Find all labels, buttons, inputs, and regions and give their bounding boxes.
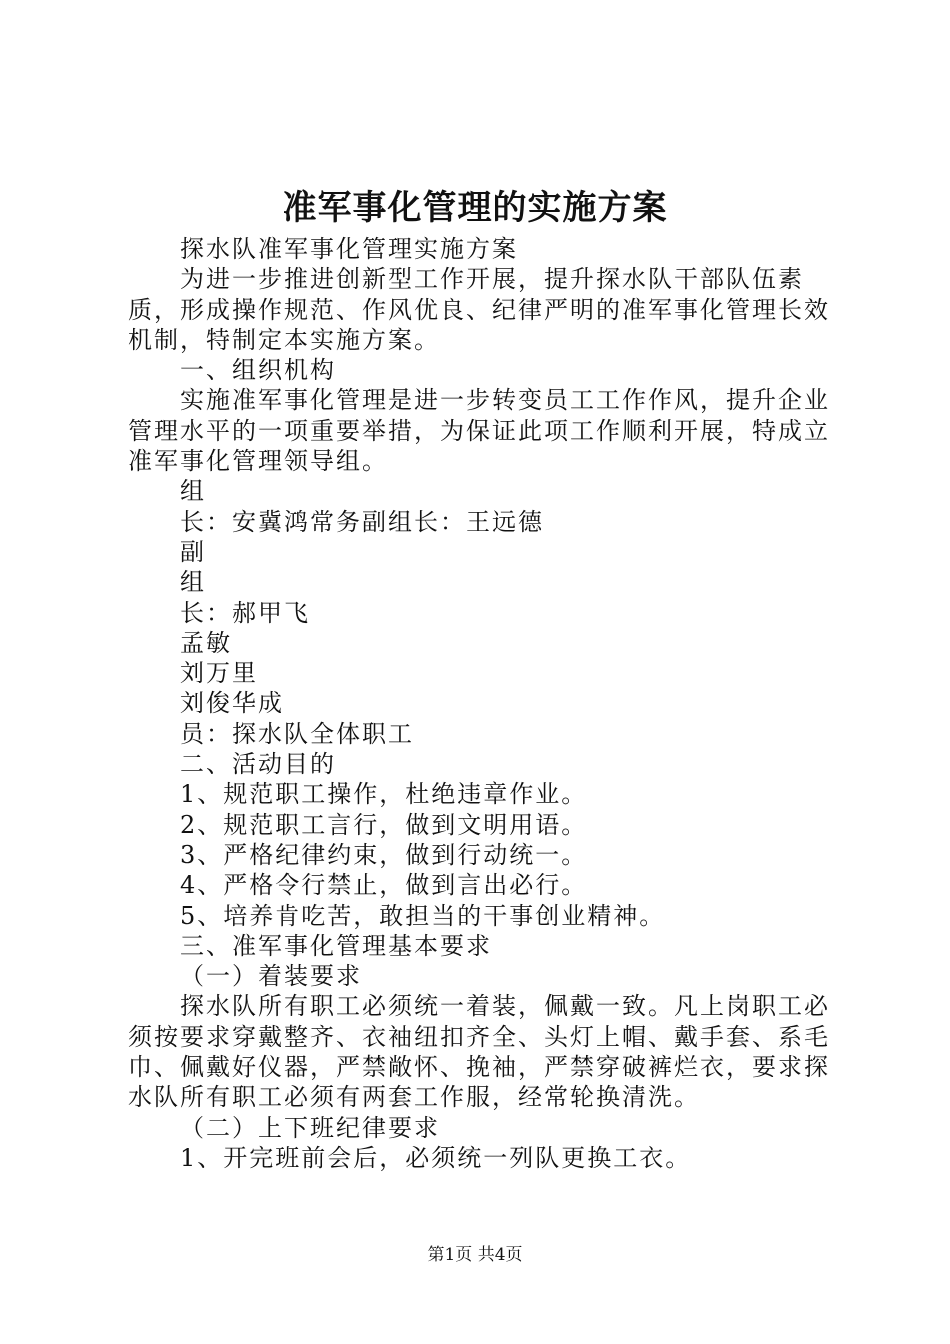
- paragraph: 一、组织机构: [180, 356, 336, 385]
- paragraph: 副: [180, 537, 206, 566]
- paragraph: 1、规范职工操作，杜绝违章作业。: [180, 780, 588, 809]
- paragraph: 4、严格令行禁止，做到言出必行。: [180, 871, 588, 900]
- document-title: 准军事化管理的实施方案: [282, 188, 668, 228]
- paragraph: 刘万里: [180, 659, 258, 688]
- paragraph: 3、严格纪律约束，做到行动统一。: [180, 840, 588, 869]
- paragraph: 长：郝甲飞: [180, 598, 310, 627]
- paragraph: 长：安冀鸿常务副组长：王远德: [180, 507, 544, 536]
- paragraph: （二）上下班纪律要求: [180, 1113, 440, 1142]
- paragraph: 员：探水队全体职工: [180, 719, 414, 748]
- paragraph: 组: [180, 477, 206, 506]
- paragraph: 组: [180, 568, 206, 597]
- page-footer: 第1页 共4页: [427, 1245, 523, 1265]
- paragraph: 2、规范职工言行，做到文明用语。: [180, 810, 588, 839]
- paragraph: 1、开完班前会后，必须统一列队更换工衣。: [180, 1143, 692, 1172]
- paragraph: 刘俊华成: [180, 689, 284, 718]
- paragraph: 为进一步推进创新型工作开展，提升探水队干部队伍素质，形成操作规范、作风优良、纪律严明的准军事化管理长效机制，特制定本实施方案。: [128, 265, 830, 354]
- paragraph: 孟敏: [180, 628, 232, 657]
- paragraph: 探水队所有职工必须统一着装，佩戴一致。凡上岗职工必须按要求穿戴整齐、衣袖纽扣齐全、头灯上帽、戴手套、系毛巾、佩戴好仪器，严禁敞怀、挽袖，严禁穿破裤烂衣，要求探水队所有职工必须有两套工作服，经常轮换清洗。: [128, 992, 830, 1112]
- paragraph: 探水队准军事化管理实施方案: [180, 235, 518, 263]
- paragraph: 二、活动目的: [180, 750, 336, 779]
- paragraph: 5、培养肯吃苦，敢担当的干事创业精神。: [180, 901, 666, 930]
- document-body: [128, 234, 832, 1173]
- paragraph: （一）着装要求: [180, 962, 362, 991]
- paragraph: 实施准军事化管理是进一步转变员工工作作风，提升企业管理水平的一项重要举措，为保证此项工作顺利开展，特成立准军事化管理领导组。: [128, 386, 830, 476]
- paragraph: 三、准军事化管理基本要求: [180, 931, 492, 960]
